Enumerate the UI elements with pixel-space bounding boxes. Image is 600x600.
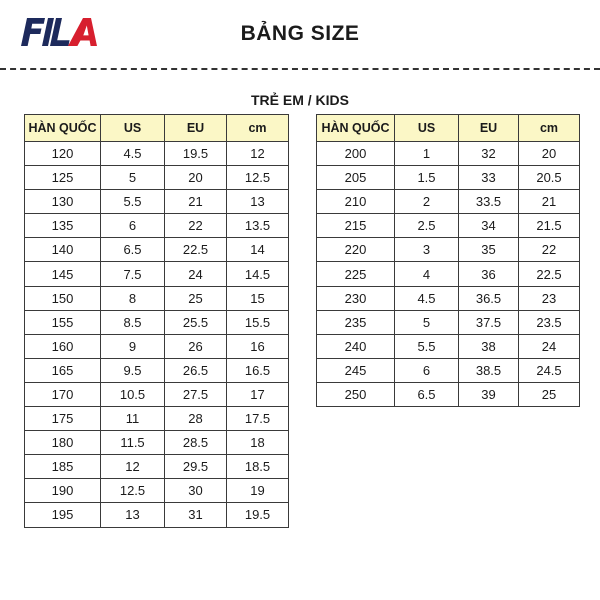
korea-size-cell: 200 [317, 142, 395, 166]
us-size-cell: 1.5 [395, 166, 459, 190]
us-size-cell: 5.5 [395, 334, 459, 358]
korea-size-cell: 130 [25, 190, 101, 214]
cm-size-cell: 18 [227, 431, 289, 455]
table-row [25, 431, 289, 455]
header-row [317, 115, 580, 142]
eu-size-cell: 35 [459, 238, 519, 262]
cm-size-cell: 13 [227, 190, 289, 214]
korea-size-cell: 170 [25, 382, 101, 406]
section-title: TRẺ EM / KIDS [250, 92, 349, 108]
eu-size-cell: 30 [165, 479, 227, 503]
table-row [25, 479, 289, 503]
table-row [25, 503, 289, 527]
us-size-cell: 10.5 [101, 382, 165, 406]
us-size-cell: 5.5 [101, 190, 165, 214]
eu-size-cell: 19.5 [165, 142, 227, 166]
table-row [25, 358, 289, 382]
eu-size-cell: 38 [459, 334, 519, 358]
eu-size-cell: 37.5 [459, 310, 519, 334]
cm-size-cell: 19 [227, 479, 289, 503]
korea-size-cell: 180 [25, 431, 101, 455]
korea-size-cell: 240 [317, 334, 395, 358]
cm-size-cell: 14.5 [227, 262, 289, 286]
eu-size-cell: 28.5 [165, 431, 227, 455]
table-row [25, 334, 289, 358]
eu-size-cell: 26.5 [165, 358, 227, 382]
cm-size-cell: 12.5 [227, 166, 289, 190]
eu-size-cell: 22.5 [165, 238, 227, 262]
header-cell-korea: HÀN QUỐC [317, 115, 395, 142]
us-size-cell: 7.5 [101, 262, 165, 286]
korea-size-cell: 120 [25, 142, 101, 166]
korea-size-cell: 245 [317, 358, 395, 382]
eu-size-cell: 26 [165, 334, 227, 358]
us-size-cell: 12.5 [101, 479, 165, 503]
table-row [317, 382, 580, 406]
table-row [25, 142, 289, 166]
cm-size-cell: 24 [519, 334, 580, 358]
korea-size-cell: 225 [317, 262, 395, 286]
korea-size-cell: 215 [317, 214, 395, 238]
eu-size-cell: 25 [165, 286, 227, 310]
us-size-cell: 4 [395, 262, 459, 286]
eu-size-cell: 25.5 [165, 310, 227, 334]
size-table-right [316, 114, 580, 407]
us-size-cell: 8 [101, 286, 165, 310]
table-row [25, 166, 289, 190]
table-row [317, 142, 580, 166]
korea-size-cell: 210 [317, 190, 395, 214]
us-size-cell: 5 [101, 166, 165, 190]
header-cell-cm: cm [227, 115, 289, 142]
cm-size-cell: 12 [227, 142, 289, 166]
cm-size-cell: 24.5 [519, 358, 580, 382]
cm-size-cell: 23 [519, 286, 580, 310]
table-row [25, 214, 289, 238]
eu-size-cell: 28 [165, 407, 227, 431]
korea-size-cell: 155 [25, 310, 101, 334]
korea-size-cell: 250 [317, 382, 395, 406]
cm-size-cell: 13.5 [227, 214, 289, 238]
cm-size-cell: 15.5 [227, 310, 289, 334]
cm-size-cell: 21.5 [519, 214, 580, 238]
us-size-cell: 11.5 [101, 431, 165, 455]
us-size-cell: 2 [395, 190, 459, 214]
us-size-cell: 13 [101, 503, 165, 527]
korea-size-cell: 160 [25, 334, 101, 358]
us-size-cell: 9 [101, 334, 165, 358]
table-row [25, 190, 289, 214]
page-title: BẢNG SIZE [240, 22, 360, 45]
cm-size-cell: 16.5 [227, 358, 289, 382]
cm-size-cell: 23.5 [519, 310, 580, 334]
cm-size-cell: 19.5 [227, 503, 289, 527]
eu-size-cell: 21 [165, 190, 227, 214]
us-size-cell: 6 [101, 214, 165, 238]
eu-size-cell: 27.5 [165, 382, 227, 406]
table-row [25, 407, 289, 431]
table-row [25, 310, 289, 334]
us-size-cell: 6 [395, 358, 459, 382]
cm-size-cell: 22 [519, 238, 580, 262]
cm-size-cell: 25 [519, 382, 580, 406]
table-row [317, 166, 580, 190]
eu-size-cell: 33.5 [459, 190, 519, 214]
us-size-cell: 6.5 [101, 238, 165, 262]
size-table-left [24, 114, 289, 528]
table-row [317, 238, 580, 262]
table-row [317, 214, 580, 238]
us-size-cell: 2.5 [395, 214, 459, 238]
cm-size-cell: 20.5 [519, 166, 580, 190]
eu-size-cell: 33 [459, 166, 519, 190]
eu-size-cell: 20 [165, 166, 227, 190]
us-size-cell: 4.5 [101, 142, 165, 166]
eu-size-cell: 32 [459, 142, 519, 166]
eu-size-cell: 36.5 [459, 286, 519, 310]
eu-size-cell: 31 [165, 503, 227, 527]
header-row [25, 115, 289, 142]
eu-size-cell: 39 [459, 382, 519, 406]
table-row [317, 286, 580, 310]
table-row [317, 334, 580, 358]
korea-size-cell: 185 [25, 455, 101, 479]
korea-size-cell: 205 [317, 166, 395, 190]
korea-size-cell: 135 [25, 214, 101, 238]
eu-size-cell: 36 [459, 262, 519, 286]
us-size-cell: 5 [395, 310, 459, 334]
korea-size-cell: 140 [25, 238, 101, 262]
cm-size-cell: 20 [519, 142, 580, 166]
table-row [25, 238, 289, 262]
cm-size-cell: 17.5 [227, 407, 289, 431]
us-size-cell: 8.5 [101, 310, 165, 334]
us-size-cell: 9.5 [101, 358, 165, 382]
korea-size-cell: 145 [25, 262, 101, 286]
korea-size-cell: 125 [25, 166, 101, 190]
table-row [317, 310, 580, 334]
cm-size-cell: 21 [519, 190, 580, 214]
cm-size-cell: 15 [227, 286, 289, 310]
eu-size-cell: 24 [165, 262, 227, 286]
header-cell-us: US [395, 115, 459, 142]
korea-size-cell: 220 [317, 238, 395, 262]
korea-size-cell: 150 [25, 286, 101, 310]
eu-size-cell: 38.5 [459, 358, 519, 382]
us-size-cell: 3 [395, 238, 459, 262]
us-size-cell: 4.5 [395, 286, 459, 310]
header-cell-us: US [101, 115, 165, 142]
korea-size-cell: 190 [25, 479, 101, 503]
korea-size-cell: 230 [317, 286, 395, 310]
cm-size-cell: 14 [227, 238, 289, 262]
table-row [317, 262, 580, 286]
us-size-cell: 11 [101, 407, 165, 431]
table-row [25, 455, 289, 479]
korea-size-cell: 235 [317, 310, 395, 334]
header-cell-eu: EU [165, 115, 227, 142]
korea-size-cell: 165 [25, 358, 101, 382]
cm-size-cell: 18.5 [227, 455, 289, 479]
cm-size-cell: 17 [227, 382, 289, 406]
table-row [25, 262, 289, 286]
table-row [25, 286, 289, 310]
header-cell-cm: cm [519, 115, 580, 142]
dashed-divider [0, 68, 600, 70]
korea-size-cell: 195 [25, 503, 101, 527]
table-row [25, 382, 289, 406]
cm-size-cell: 22.5 [519, 262, 580, 286]
eu-size-cell: 29.5 [165, 455, 227, 479]
table-row [317, 358, 580, 382]
eu-size-cell: 22 [165, 214, 227, 238]
header-cell-eu: EU [459, 115, 519, 142]
us-size-cell: 12 [101, 455, 165, 479]
header-cell-korea: HÀN QUỐC [25, 115, 101, 142]
table-row [317, 190, 580, 214]
us-size-cell: 6.5 [395, 382, 459, 406]
eu-size-cell: 34 [459, 214, 519, 238]
table-body [25, 142, 289, 528]
us-size-cell: 1 [395, 142, 459, 166]
cm-size-cell: 16 [227, 334, 289, 358]
korea-size-cell: 175 [25, 407, 101, 431]
table-body [317, 142, 580, 407]
